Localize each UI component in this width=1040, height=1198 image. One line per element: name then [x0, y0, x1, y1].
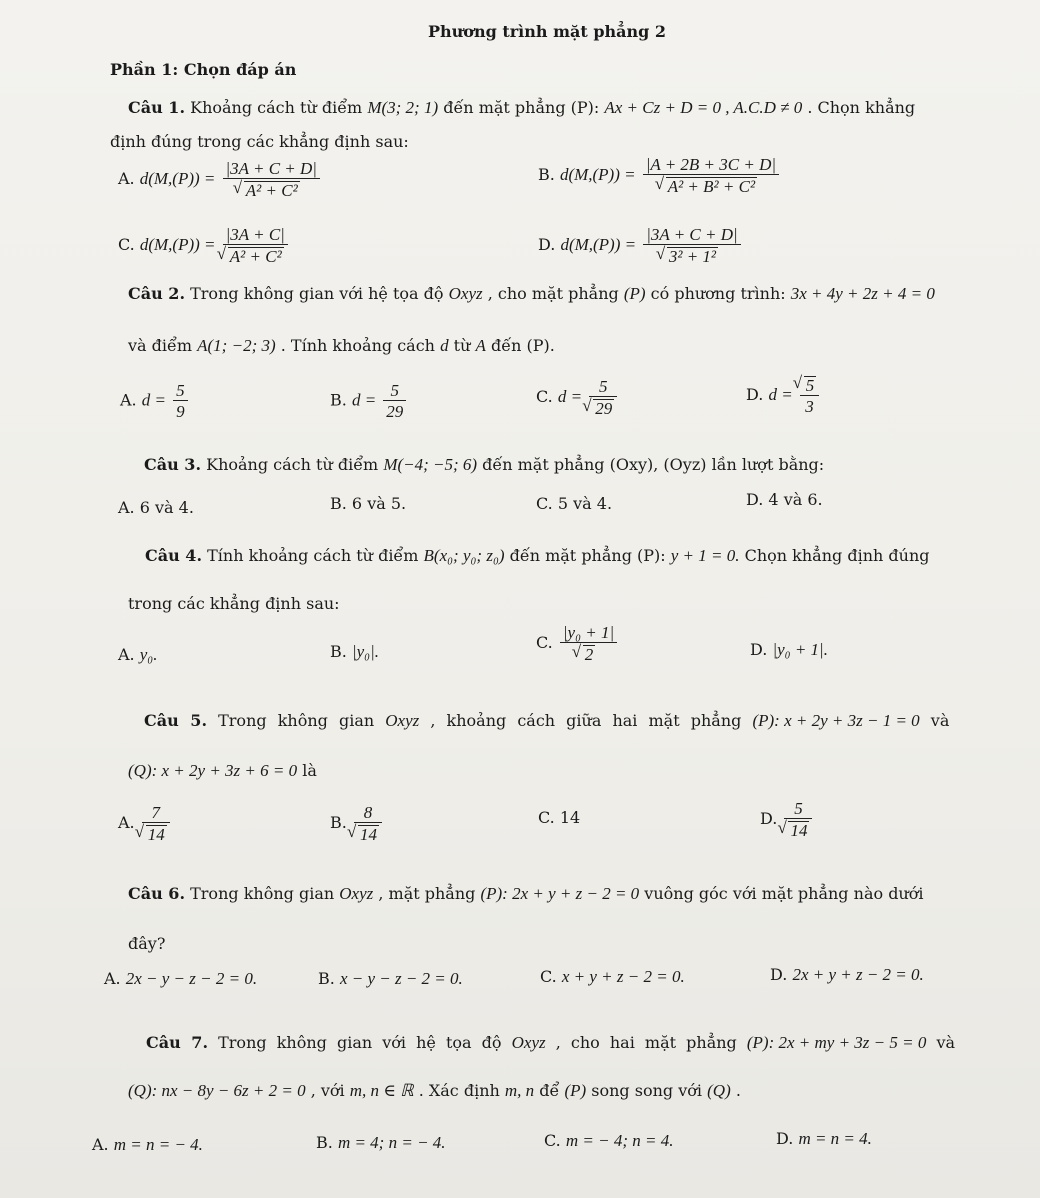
q6-oxyz: Oxyz: [339, 884, 374, 903]
q7-c-value: m = − 4; n = 4.: [565, 1131, 674, 1150]
q5-d-den: √ 14: [788, 821, 809, 839]
q5-option-c[interactable]: [538, 810, 580, 826]
q5-option-b[interactable]: [330, 804, 384, 843]
q3-text1: Khoảng cách từ điểm: [206, 455, 379, 474]
q6-b-value: x − y − z − 2 = 0.: [339, 969, 463, 988]
q7-text3: và: [936, 1033, 956, 1052]
q5-a-label: A.: [118, 813, 135, 832]
q4-text3: Chọn khẳng định đúng: [744, 546, 930, 565]
q7-option-d[interactable]: [776, 1130, 872, 1147]
q7-a-label: A.: [92, 1135, 109, 1154]
q5-b-den: √ 14: [358, 825, 379, 843]
q2-option-d[interactable]: [746, 376, 821, 415]
q2-oxyz: Oxyz: [448, 284, 483, 303]
q2-option-a[interactable]: [120, 382, 190, 420]
q2-label: Câu 2.: [128, 284, 186, 303]
q1-text2: đến mặt phẳng (P):: [443, 98, 600, 117]
q2-d-label: D.: [746, 385, 764, 404]
q2-a-den: 9: [176, 402, 185, 421]
q4-c-label: C.: [536, 633, 553, 652]
q1-c-fraction: [223, 226, 288, 265]
q2-option-b[interactable]: [330, 382, 408, 420]
q2-a-label: A.: [120, 390, 137, 410]
q6-d-label: D.: [770, 965, 788, 984]
q5-a-den: √ 14: [146, 825, 167, 843]
q5-text2: , khoảng cách giữa hai mặt phẳng: [430, 711, 742, 730]
q2-text2: , cho mặt phẳng: [487, 284, 619, 303]
q2-option-c[interactable]: [536, 378, 619, 417]
q7-text4: , với: [310, 1081, 345, 1100]
q1-c-num: |3A + C|: [223, 226, 288, 245]
q7-text7: song song với: [591, 1081, 703, 1100]
q5-option-a[interactable]: [118, 804, 172, 843]
q6-option-c[interactable]: [540, 968, 685, 985]
q4-c-den: √ 2: [583, 645, 596, 663]
q4-point: B(x₀; y₀; z₀): [423, 546, 505, 565]
q2-equation: 3x + 4y + 2z + 4 = 0: [790, 284, 935, 303]
q1-line1: [128, 99, 915, 116]
q4-c-num: |y₀ + 1|: [560, 624, 617, 643]
q7-line1: [146, 1034, 955, 1051]
q1-a-lhs: d(M,(P)) =: [139, 169, 216, 188]
q7-line2: [128, 1082, 741, 1099]
q2-p: (P): [623, 284, 646, 303]
q7-plane-q: (Q): nx − 8y − 6z + 2 = 0: [128, 1081, 306, 1100]
q5-c-value: 14: [559, 808, 581, 827]
q7-plane-p: (P): 2x + my + 3z − 5 = 0: [746, 1033, 927, 1052]
q4-line2: trong các khẳng định sau:: [128, 594, 340, 613]
q4-option-a[interactable]: [118, 646, 157, 663]
q1-c-lhs: d(M,(P)) =: [139, 235, 216, 254]
q5-d-num: 5: [784, 800, 812, 819]
q4-b-value: |y₀|.: [351, 642, 379, 661]
q4-a-label: A.: [118, 645, 135, 664]
q6-d-value: 2x + y + z − 2 = 0.: [792, 965, 924, 984]
q7-b-label: B.: [316, 1133, 333, 1152]
q3-option-b[interactable]: B. 6 và 5.: [330, 494, 407, 513]
q7-label: Câu 7.: [146, 1033, 209, 1052]
q1-option-a[interactable]: [118, 160, 322, 199]
q5-b-fraction: [354, 804, 382, 843]
q4-d-value: |y₀ + 1|.: [772, 640, 828, 659]
q6-plane-p: (P): 2x + y + z − 2 = 0: [480, 884, 640, 903]
q7-text8: .: [735, 1081, 741, 1100]
q7-option-b[interactable]: [316, 1134, 446, 1151]
q1-a-label: A.: [118, 169, 135, 188]
q2-d-fraction: [800, 376, 820, 415]
q5-a-fraction: [142, 804, 170, 843]
q2-d-lhs: d =: [768, 385, 793, 404]
q2-line2: [128, 337, 555, 354]
q2-d-num: √ 5: [804, 376, 817, 394]
q6-label: Câu 6.: [128, 884, 186, 903]
part-heading: Phần 1: Chọn đáp án: [110, 60, 297, 79]
q3-point: M(−4; −5; 6): [383, 455, 478, 474]
q7-d-value: m = n = 4.: [798, 1129, 872, 1148]
q1-b-num: |A + 2B + 3C + D|: [643, 156, 779, 175]
q1-a-num: |3A + C + D|: [223, 160, 320, 179]
q6-option-a[interactable]: [104, 970, 257, 987]
q6-c-value: x + y + z − 2 = 0.: [561, 967, 685, 986]
q6-line2: đây?: [128, 934, 166, 953]
q2-text3: có phương trình:: [650, 284, 786, 303]
q4-a-value: y₀.: [139, 645, 158, 664]
q4-line1: [145, 547, 930, 564]
q6-b-label: B.: [318, 969, 335, 988]
q1-text3: . Chọn khẳng: [807, 98, 916, 117]
q2-text1: Trong không gian với hệ tọa độ: [190, 284, 444, 303]
q6-a-value: 2x − y − z − 2 = 0.: [125, 969, 258, 988]
q2-point-a: A(1; −2; 3): [197, 336, 276, 355]
q1-d-fraction: [643, 226, 740, 265]
q5-label: Câu 5.: [144, 711, 208, 730]
q2-c-den: √ 29: [593, 399, 614, 417]
q7-text1: Trong không gian với hệ tọa độ: [218, 1033, 502, 1052]
q2-b-lhs: d =: [351, 390, 377, 410]
q4-option-b[interactable]: [330, 643, 379, 660]
q5-text3: và: [930, 711, 950, 730]
page-title: Phương trình mặt phẳng 2: [428, 22, 667, 41]
q6-line1: [128, 885, 924, 902]
q7-mn2: m, n: [504, 1081, 535, 1100]
q2-line2d: đến (P).: [490, 336, 555, 355]
q7-oxyz: Oxyz: [511, 1033, 546, 1052]
q7-qq: (Q): [707, 1081, 731, 1100]
q2-A: A: [475, 336, 486, 355]
q3-option-d[interactable]: D. 4 và 6.: [746, 490, 823, 509]
q2-b-num: 5: [383, 382, 406, 401]
q5-d-fraction: [784, 800, 812, 839]
q4-option-d[interactable]: [750, 641, 828, 658]
q6-text1: Trong không gian: [190, 884, 335, 903]
q4-label: Câu 4.: [145, 546, 203, 565]
q1-d-num: |3A + C + D|: [643, 226, 740, 245]
q1-b-label: B.: [538, 165, 555, 184]
q5-text1: Trong không gian: [218, 711, 375, 730]
q5-oxyz: Oxyz: [385, 711, 420, 730]
q1-d-label: D.: [538, 235, 556, 254]
q6-option-d[interactable]: [770, 966, 924, 983]
q6-text2: , mặt phẳng: [378, 884, 476, 903]
q4-c-fraction: [560, 624, 617, 663]
q2-c-lhs: d =: [557, 387, 583, 406]
q1-d-den: √ 3² + 1²: [667, 247, 718, 265]
q2-a-lhs: d =: [141, 390, 166, 410]
q4-b-label: B.: [330, 642, 347, 661]
q2-b-den: 29: [386, 402, 404, 421]
q7-c-label: C.: [544, 1131, 561, 1150]
q1-c-den: √ A² + C²: [228, 247, 284, 265]
q1-b-fraction: [643, 156, 779, 195]
q2-b-label: B.: [330, 390, 347, 410]
q2-line2a: và điểm: [128, 336, 193, 355]
q4-d-label: D.: [750, 640, 768, 659]
q5-plane-q: (Q): x + 2y + 3z + 6 = 0: [128, 761, 298, 780]
q7-a-value: m = n = − 4.: [113, 1135, 203, 1154]
q7-option-c[interactable]: [544, 1132, 673, 1149]
q2-a-fraction: [173, 382, 188, 420]
q5-text4: là: [302, 761, 317, 780]
q1-plane: Ax + Cz + D = 0 , A.C.D ≠ 0: [604, 98, 803, 117]
q1-option-c[interactable]: [118, 226, 290, 265]
q2-line2c: từ: [453, 336, 471, 355]
q5-a-num: 7: [142, 804, 170, 823]
q6-a-label: A.: [104, 969, 121, 988]
q4-text2: đến mặt phẳng (P):: [509, 546, 666, 565]
q2-c-num: 5: [589, 378, 617, 397]
q1-option-d[interactable]: [538, 226, 743, 265]
q1-b-den: √ A² + B² + C²: [666, 177, 757, 195]
q1-line2: định đúng trong các khẳng định sau:: [110, 132, 409, 151]
q5-d-label: D.: [760, 809, 778, 828]
q7-option-a[interactable]: [92, 1136, 203, 1153]
q5-option-d[interactable]: [760, 800, 814, 839]
q1-a-fraction: [223, 160, 320, 199]
q1-c-label: C.: [118, 235, 135, 254]
q2-a-num: 5: [173, 382, 188, 401]
q5-plane-p: (P): x + 2y + 3z − 1 = 0: [752, 711, 920, 730]
q1-d-lhs: d(M,(P)) =: [560, 235, 637, 254]
q7-pp: (P): [564, 1081, 587, 1100]
q7-text2: , cho hai mặt phẳng: [555, 1033, 737, 1052]
q3-label: Câu 3.: [144, 455, 202, 474]
q5-b-num: 8: [354, 804, 382, 823]
q4-equation: y + 1 = 0.: [670, 546, 740, 565]
q7-text6: để: [539, 1081, 560, 1100]
q1-option-b[interactable]: [538, 156, 781, 195]
q5-c-label: C.: [538, 808, 555, 827]
q7-d-label: D.: [776, 1129, 794, 1148]
q3-option-a[interactable]: A. 6 và 4.: [118, 498, 194, 517]
q5-line2: [128, 762, 317, 779]
q6-c-label: C.: [540, 967, 557, 986]
q2-c-fraction: [589, 378, 617, 417]
q1-point: M(3; 2; 1): [367, 98, 439, 117]
q3-line1: [144, 456, 824, 473]
q7-b-value: m = 4; n = − 4.: [337, 1133, 446, 1152]
q5-b-label: B.: [330, 813, 347, 832]
q2-line2b: . Tính khoảng cách: [280, 336, 435, 355]
q4-text1: Tính khoảng cách từ điểm: [207, 546, 419, 565]
q2-c-label: C.: [536, 387, 553, 406]
q1-label: Câu 1.: [128, 98, 186, 117]
q1-text: Khoảng cách từ điểm: [190, 98, 363, 117]
q6-option-b[interactable]: [318, 970, 463, 987]
q4-option-c[interactable]: [536, 624, 619, 663]
q3-option-c[interactable]: C. 5 và 4.: [536, 494, 613, 513]
q7-text5: . Xác định: [418, 1081, 500, 1100]
q1-a-den: √ A² + C²: [244, 181, 300, 199]
q5-line1: [144, 712, 949, 729]
q6-text3: vuông góc với mặt phẳng nào dưới: [644, 884, 924, 903]
q3-text2: đến mặt phẳng (Oxy), (Oyz) lần lượt bằng:: [482, 455, 825, 474]
q1-b-lhs: d(M,(P)) =: [559, 165, 636, 184]
q7-mn: m, n ∈ ℝ: [349, 1081, 414, 1100]
q2-b-fraction: [383, 382, 406, 420]
q2-d-den: 3: [805, 397, 814, 416]
q2-d: d: [440, 336, 449, 355]
q2-line1: [128, 285, 935, 302]
